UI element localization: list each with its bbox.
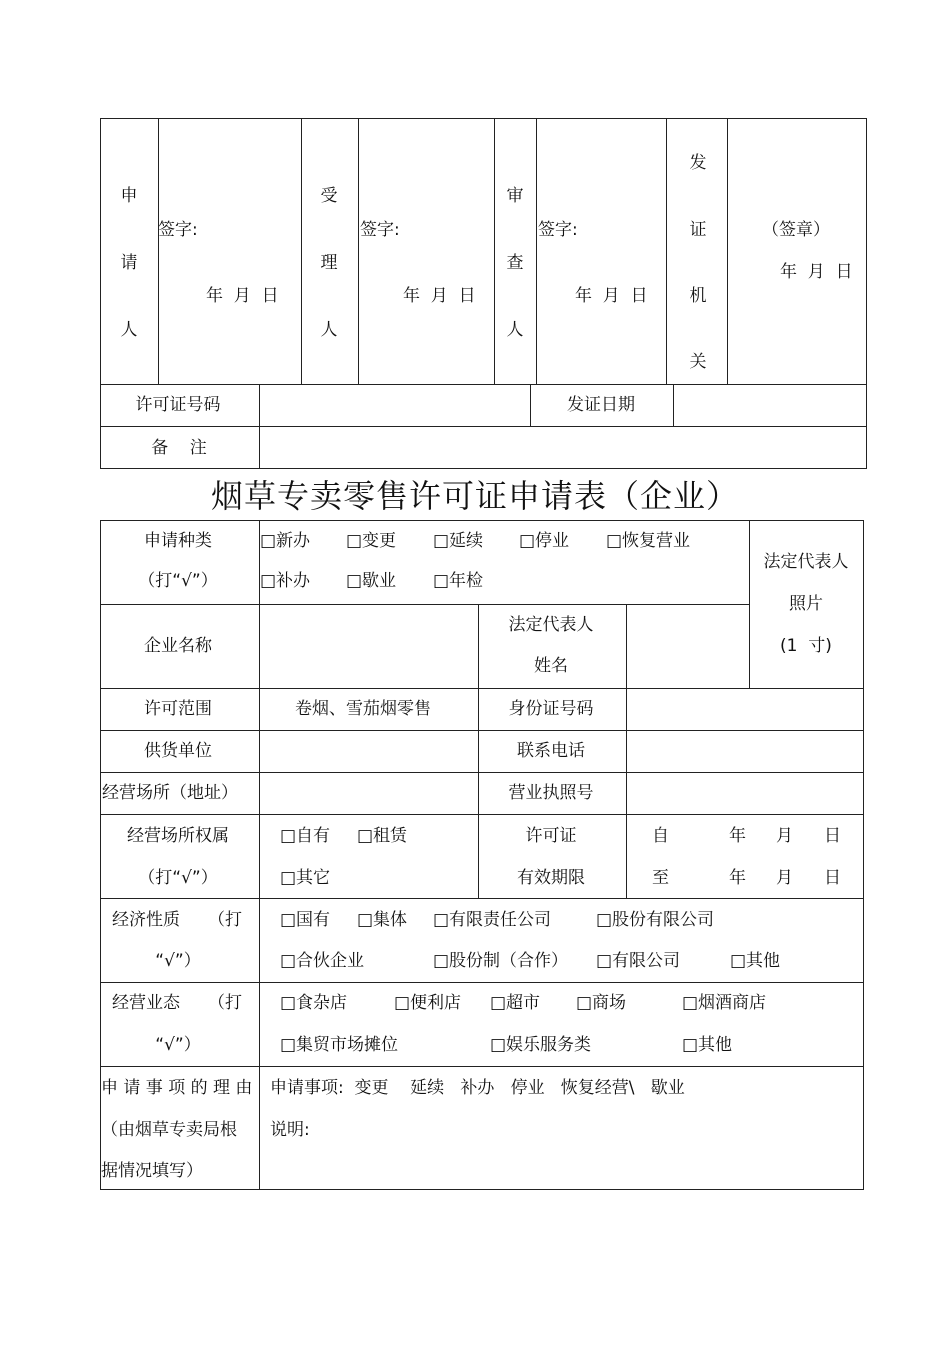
validity-from-month: 月 [776,826,793,846]
applicant-label-2: 请 [120,253,138,273]
checkbox-joint-stock-limited[interactable]: □股份有限公司 [596,910,715,930]
reviewer-label-2: 查 [506,253,524,273]
business-license-label: 营业执照号 [508,783,594,803]
reviewer-label-1: 审 [506,186,524,206]
license-scope-label: 许可范围 [144,699,212,719]
validity-to-year: 年 [729,868,746,888]
issuer-seal: （签章） [762,220,830,240]
checkbox-joint-stock-cooperative[interactable]: □股份制（合作） [433,951,569,971]
business-format-label: 经营业态 [112,993,180,1013]
economic-nature-hint: “√”） [155,951,201,971]
checkbox-state-owned[interactable]: □国有 [280,910,331,930]
validity-from-day: 日 [824,826,841,846]
page-title: 烟草专卖零售许可证申请表（企业） [210,477,740,515]
checkbox-convenience-store[interactable]: □便利店 [394,993,462,1013]
reviewer-signature: 签字: [538,220,578,240]
validity-label-2: 有效期限 [517,868,585,888]
reviewer-label-3: 人 [506,320,524,340]
checkbox-collective[interactable]: □集体 [357,910,408,930]
company-name-label: 企业名称 [144,636,212,656]
checkbox-renew[interactable]: □延续 [433,531,484,551]
checkbox-suspend[interactable]: □停业 [519,531,570,551]
photo-label-3: (1 寸) [780,636,832,656]
checkbox-mall[interactable]: □商场 [576,993,627,1013]
checkbox-limited-liability[interactable]: □有限责任公司 [433,910,552,930]
ownership-hint: （打“√”） [138,868,218,888]
photo-label-2: 照片 [789,594,823,614]
license-number-label: 许可证号码 [135,395,221,415]
validity-label-1: 许可证 [525,826,577,846]
phone-label: 联系电话 [517,741,585,761]
photo-label-1: 法定代表人 [763,552,849,572]
checkbox-market-stall[interactable]: □集贸市场摊位 [280,1035,399,1055]
issuer-label-4: 关 [689,352,707,372]
checkbox-entertainment[interactable]: □娱乐服务类 [490,1035,592,1055]
checkbox-new[interactable]: □新办 [260,531,311,551]
applicant-date: 年 月 日 [206,286,279,306]
license-scope-value: 卷烟、雪茄烟零售 [295,699,431,719]
applicant-label-3: 人 [120,320,138,340]
application-type-label: 申请种类 [144,531,212,551]
validity-from-year: 年 [729,826,746,846]
checkbox-limited-company[interactable]: □有限公司 [596,951,681,971]
supplier-label: 供货单位 [144,741,212,761]
applicant-label-1: 申 [120,186,138,206]
issue-date-label: 发证日期 [567,395,635,415]
checkbox-other-ownership[interactable]: □其它 [280,868,331,888]
reviewer-date: 年 月 日 [575,286,648,306]
validity-to-day: 日 [824,868,841,888]
validity-to: 至 [652,868,669,888]
receiver-label-3: 人 [320,320,338,340]
checkbox-grocery[interactable]: □食杂店 [280,993,348,1013]
checkbox-owned[interactable]: □自有 [280,826,331,846]
issuer-date: 年 月 日 [780,262,853,282]
checkbox-partnership[interactable]: □合伙企业 [280,951,365,971]
checkbox-annual-check[interactable]: □年检 [433,571,484,591]
economic-nature-check: （打 [208,910,242,930]
remarks-label: 备 注 [151,438,207,458]
receiver-label-1: 受 [320,186,338,206]
legal-rep-label-2: 姓名 [534,656,568,676]
checkbox-tobacco-liquor-store[interactable]: □烟酒商店 [682,993,767,1013]
issuer-label-3: 机 [689,286,707,306]
application-type-hint: （打“√”） [138,571,218,591]
receiver-date: 年 月 日 [403,286,476,306]
reason-label-2: （由烟草专卖局根 [101,1120,237,1140]
checkbox-close[interactable]: □歇业 [346,571,397,591]
checkbox-other-nature[interactable]: □其他 [730,951,781,971]
applicant-signature: 签字: [158,220,198,240]
reason-items: 申请事项: 变更 延续 补办 停业 恢复经营\ 歇业 [270,1078,685,1098]
reason-label-1: 申 请 事 项 的 理 由 [101,1078,253,1098]
business-format-check: （打 [208,993,242,1013]
id-number-label: 身份证号码 [508,699,594,719]
checkbox-change[interactable]: □变更 [346,531,397,551]
reason-label-3: 据情况填写） [101,1161,203,1181]
validity-from: 自 [652,826,669,846]
legal-rep-label-1: 法定代表人 [508,615,594,635]
checkbox-resume[interactable]: □恢复营业 [606,531,691,551]
checkbox-supermarket[interactable]: □超市 [490,993,541,1013]
receiver-label-2: 理 [320,253,338,273]
checkbox-reissue[interactable]: □补办 [260,571,311,591]
validity-to-month: 月 [776,868,793,888]
address-label: 经营场所（地址） [102,783,238,803]
issuer-label-2: 证 [689,220,707,240]
business-format-hint: “√”） [155,1035,201,1055]
checkbox-other-format[interactable]: □其他 [682,1035,733,1055]
issuer-label-1: 发 [689,153,707,173]
checkbox-leased[interactable]: □租赁 [357,826,408,846]
receiver-signature: 签字: [360,220,400,240]
ownership-label: 经营场所权属 [127,826,229,846]
reason-note: 说明: [270,1120,310,1140]
economic-nature-label: 经济性质 [112,910,180,930]
